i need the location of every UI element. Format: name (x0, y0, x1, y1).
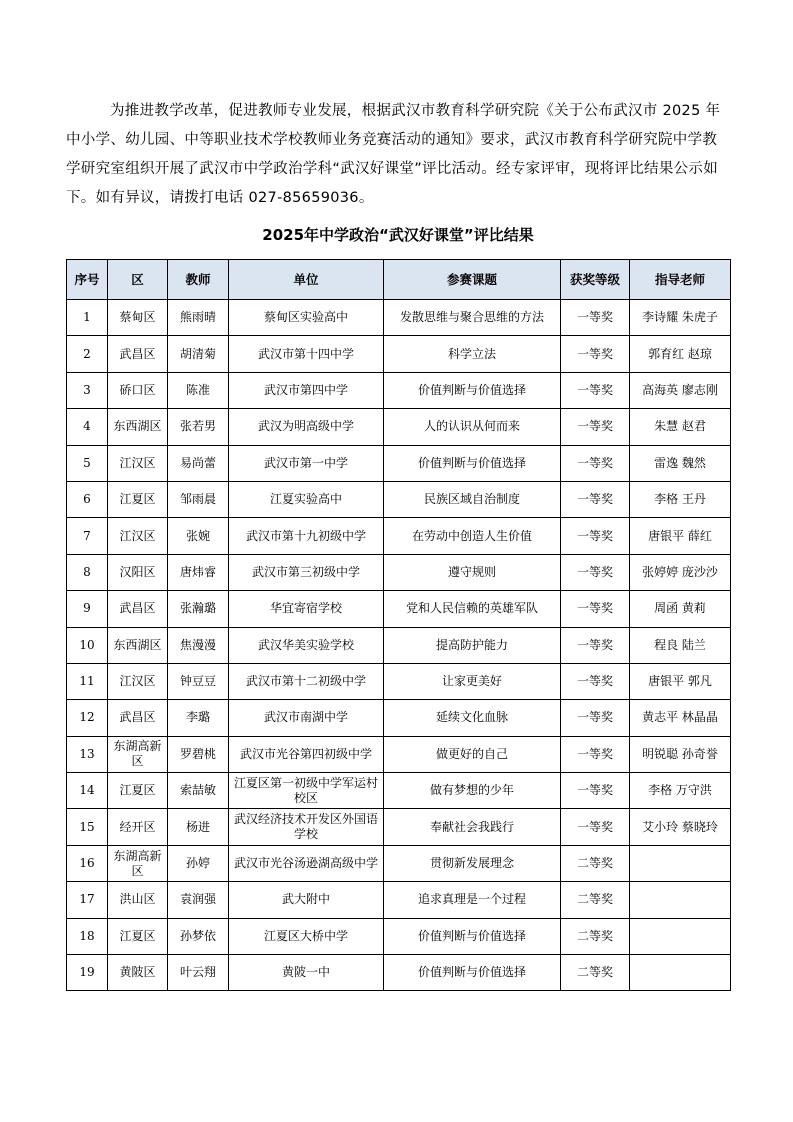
cell-teacher: 张瀚璐 (168, 591, 229, 627)
cell-district: 江汉区 (108, 663, 168, 699)
cell-school: 武汉市光谷汤逊湖高级中学 (229, 845, 384, 881)
cell-teacher: 张婉 (168, 518, 229, 554)
cell-award: 一等奖 (561, 300, 630, 336)
cell-index: 16 (67, 845, 108, 881)
cell-teacher: 罗碧桃 (168, 736, 229, 772)
cell-teacher: 李璐 (168, 700, 229, 736)
table-row (67, 663, 731, 699)
cell-teacher: 陈准 (168, 372, 229, 408)
cell-advisor: 明锐聪 孙奇誉 (630, 736, 731, 772)
cell-district: 江汉区 (108, 518, 168, 554)
cell-index: 4 (67, 409, 108, 445)
table-row (67, 554, 731, 590)
cell-award: 一等奖 (561, 591, 630, 627)
cell-index: 18 (67, 918, 108, 954)
cell-advisor: 朱慧 赵君 (630, 409, 731, 445)
cell-school: 武汉市第四中学 (229, 372, 384, 408)
cell-topic: 价值判断与价值选择 (384, 372, 561, 408)
header-award: 获奖等级 (561, 260, 630, 300)
table-title: 2025年中学政治“武汉好课堂”评比结果 (262, 226, 534, 244)
table-row (67, 409, 731, 445)
cell-teacher: 叶云翔 (168, 955, 229, 991)
cell-index: 17 (67, 882, 108, 918)
cell-award: 一等奖 (561, 554, 630, 590)
cell-advisor (630, 882, 731, 918)
cell-school: 武汉市南湖中学 (229, 700, 384, 736)
cell-district: 东湖高新区 (108, 736, 168, 772)
cell-district: 蔡甸区 (108, 300, 168, 336)
cell-award: 一等奖 (561, 336, 630, 372)
cell-teacher: 易尚蕾 (168, 445, 229, 481)
table-header (67, 260, 731, 300)
cell-award: 一等奖 (561, 372, 630, 408)
cell-index: 12 (67, 700, 108, 736)
cell-district: 武昌区 (108, 336, 168, 372)
cell-school: 武汉市第十九初级中学 (229, 518, 384, 554)
cell-teacher: 焦漫漫 (168, 627, 229, 663)
cell-index: 3 (67, 372, 108, 408)
cell-topic: 党和人民信赖的英雄军队 (384, 591, 561, 627)
table-row (67, 918, 731, 954)
cell-topic: 科学立法 (384, 336, 561, 372)
header-school: 单位 (229, 260, 384, 300)
cell-topic: 发散思维与聚合思维的方法 (384, 300, 561, 336)
cell-advisor: 李诗耀 朱虎子 (630, 300, 731, 336)
cell-topic: 在劳动中创造人生价值 (384, 518, 561, 554)
cell-index: 6 (67, 481, 108, 517)
cell-teacher: 熊雨晴 (168, 300, 229, 336)
cell-award: 一等奖 (561, 773, 630, 809)
cell-district: 武昌区 (108, 700, 168, 736)
cell-advisor: 李格 王丹 (630, 481, 731, 517)
cell-award: 一等奖 (561, 627, 630, 663)
cell-award: 一等奖 (561, 663, 630, 699)
cell-school: 江夏区大桥中学 (229, 918, 384, 954)
table-row (67, 882, 731, 918)
table-row (67, 845, 731, 881)
cell-advisor (630, 845, 731, 881)
cell-school: 武汉市第一中学 (229, 445, 384, 481)
cell-index: 5 (67, 445, 108, 481)
cell-award: 二等奖 (561, 918, 630, 954)
table-row (67, 955, 731, 991)
cell-advisor: 黄志平 林晶晶 (630, 700, 731, 736)
cell-teacher: 孙梦依 (168, 918, 229, 954)
cell-teacher: 胡清菊 (168, 336, 229, 372)
cell-topic: 价值判断与价值选择 (384, 955, 561, 991)
cell-school: 武汉市第十四中学 (229, 336, 384, 372)
cell-district: 江夏区 (108, 481, 168, 517)
header-topic: 参赛课题 (384, 260, 561, 300)
cell-topic: 遵守规则 (384, 554, 561, 590)
cell-advisor (630, 918, 731, 954)
table-row (67, 372, 731, 408)
cell-district: 黄陂区 (108, 955, 168, 991)
cell-district: 东西湖区 (108, 409, 168, 445)
cell-advisor: 高海英 廖志刚 (630, 372, 731, 408)
cell-district: 江夏区 (108, 773, 168, 809)
cell-index: 8 (67, 554, 108, 590)
cell-topic: 延续文化血脉 (384, 700, 561, 736)
table-row (67, 591, 731, 627)
table-row (67, 445, 731, 481)
table-row (67, 627, 731, 663)
cell-index: 10 (67, 627, 108, 663)
cell-topic: 人的认识从何而来 (384, 409, 561, 445)
header-district: 区 (108, 260, 168, 300)
cell-index: 14 (67, 773, 108, 809)
cell-index: 2 (67, 336, 108, 372)
cell-school: 武汉经济技术开发区外国语学校 (229, 809, 384, 845)
cell-teacher: 孙婷 (168, 845, 229, 881)
cell-award: 一等奖 (561, 409, 630, 445)
cell-award: 一等奖 (561, 481, 630, 517)
table-body (67, 300, 731, 991)
cell-teacher: 钟豆豆 (168, 663, 229, 699)
cell-advisor: 郭育红 赵琼 (630, 336, 731, 372)
cell-school: 蔡甸区实验高中 (229, 300, 384, 336)
cell-award: 一等奖 (561, 518, 630, 554)
cell-award: 二等奖 (561, 955, 630, 991)
header-advisor: 指导老师 (630, 260, 731, 300)
cell-advisor: 唐银平 薛红 (630, 518, 731, 554)
cell-district: 江汉区 (108, 445, 168, 481)
cell-award: 二等奖 (561, 845, 630, 881)
cell-district: 东湖高新区 (108, 845, 168, 881)
cell-index: 1 (67, 300, 108, 336)
cell-district: 汉阳区 (108, 554, 168, 590)
header-teacher: 教师 (168, 260, 229, 300)
cell-school: 江夏实验高中 (229, 481, 384, 517)
table-row (67, 809, 731, 845)
cell-topic: 做更好的自己 (384, 736, 561, 772)
cell-advisor: 艾小玲 蔡晓玲 (630, 809, 731, 845)
header-row (67, 260, 731, 300)
intro-paragraph: 为推进教学改革，促进教师专业发展，根据武汉市教育科学研究院《关于公布武汉市 2025 年中小学、幼儿园、中等职业技术学校教师业务竞赛活动的通知》要求，武汉市教育科学研究院中学教学研究室组织开展了武汉市中学政治学科“武汉好课堂”评比活动。经专家评审，现将评比结果公示如下。如有异议，请拨打电话 027-85659036。 (66, 103, 721, 206)
cell-school: 武大附中 (229, 882, 384, 918)
cell-topic: 民族区域自治制度 (384, 481, 561, 517)
cell-topic: 贯彻新发展理念 (384, 845, 561, 881)
cell-school: 武汉市光谷第四初级中学 (229, 736, 384, 772)
cell-district: 江夏区 (108, 918, 168, 954)
cell-school: 武汉市第三初级中学 (229, 554, 384, 590)
cell-district: 东西湖区 (108, 627, 168, 663)
cell-topic: 让家更美好 (384, 663, 561, 699)
cell-district: 经开区 (108, 809, 168, 845)
cell-teacher: 邹雨晨 (168, 481, 229, 517)
cell-advisor: 唐银平 郭凡 (630, 663, 731, 699)
cell-school: 江夏区第一初级中学军运村校区 (229, 773, 384, 809)
cell-advisor: 李格 万守洪 (630, 773, 731, 809)
cell-index: 13 (67, 736, 108, 772)
cell-topic: 追求真理是一个过程 (384, 882, 561, 918)
cell-advisor: 程良 陆兰 (630, 627, 731, 663)
cell-teacher: 杨进 (168, 809, 229, 845)
cell-award: 一等奖 (561, 736, 630, 772)
table-row (67, 300, 731, 336)
results-table (66, 259, 731, 991)
cell-index: 7 (67, 518, 108, 554)
cell-school: 武汉华美实验学校 (229, 627, 384, 663)
cell-school: 武汉为明高级中学 (229, 409, 384, 445)
cell-award: 一等奖 (561, 809, 630, 845)
cell-district: 硚口区 (108, 372, 168, 408)
cell-index: 9 (67, 591, 108, 627)
cell-school: 华宜寄宿学校 (229, 591, 384, 627)
cell-advisor (630, 955, 731, 991)
table-row (67, 773, 731, 809)
cell-topic: 价值判断与价值选择 (384, 918, 561, 954)
cell-district: 洪山区 (108, 882, 168, 918)
cell-topic: 价值判断与价值选择 (384, 445, 561, 481)
cell-index: 15 (67, 809, 108, 845)
cell-school: 黄陂一中 (229, 955, 384, 991)
table-row (67, 518, 731, 554)
cell-award: 一等奖 (561, 700, 630, 736)
cell-index: 19 (67, 955, 108, 991)
cell-teacher: 张若男 (168, 409, 229, 445)
cell-teacher: 唐炜睿 (168, 554, 229, 590)
cell-topic: 奉献社会我践行 (384, 809, 561, 845)
cell-award: 二等奖 (561, 882, 630, 918)
cell-topic: 做有梦想的少年 (384, 773, 561, 809)
cell-topic: 提高防护能力 (384, 627, 561, 663)
cell-teacher: 袁润强 (168, 882, 229, 918)
cell-teacher: 索喆敏 (168, 773, 229, 809)
table-row (67, 700, 731, 736)
header-index: 序号 (67, 260, 108, 300)
cell-advisor: 张婷婷 庞沙沙 (630, 554, 731, 590)
cell-district: 武昌区 (108, 591, 168, 627)
table-row (67, 736, 731, 772)
cell-advisor: 周函 黄莉 (630, 591, 731, 627)
cell-award: 一等奖 (561, 445, 630, 481)
cell-school: 武汉市第十二初级中学 (229, 663, 384, 699)
table-row (67, 336, 731, 372)
cell-index: 11 (67, 663, 108, 699)
table-row (67, 481, 731, 517)
cell-advisor: 雷逸 魏然 (630, 445, 731, 481)
